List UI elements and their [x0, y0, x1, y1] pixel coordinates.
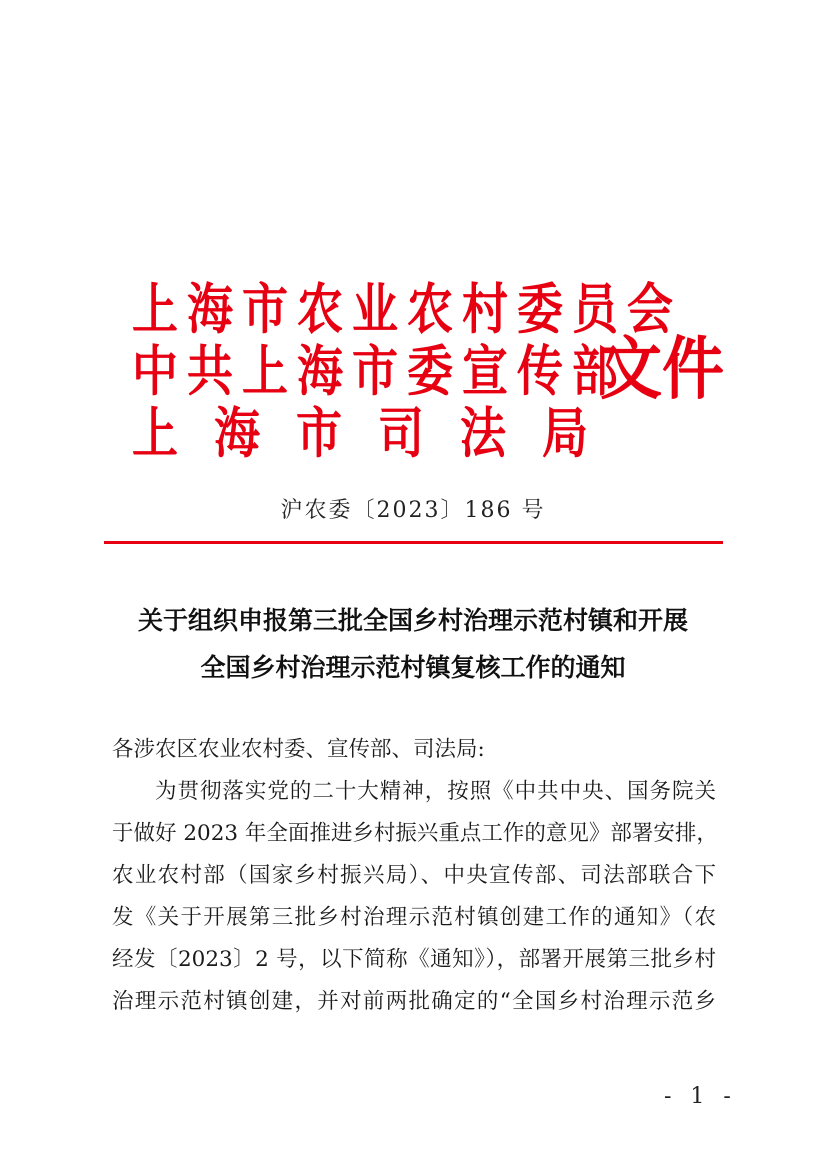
issuer-justice-char: 市 — [296, 401, 342, 465]
paragraph-line: 发《关于开展第三批乡村治理示范村镇创建工作的通知》（农 — [112, 905, 716, 930]
document-suffix: 文件 — [600, 328, 725, 410]
issuer-justice-char: 法 — [460, 401, 506, 465]
issuer-justice-char: 海 — [214, 401, 260, 465]
document-number: 沪农委〔2023〕186 号 — [280, 498, 546, 523]
paragraph-line: 为贯彻落实党的二十大精神，按照《中共中央、国务院关 — [155, 779, 716, 804]
issuer-agriculture-committee: 上海市农业农村委员会 — [132, 277, 682, 341]
red-divider — [104, 541, 723, 544]
issuer-justice-char: 司 — [378, 401, 424, 465]
issuer-propaganda-department: 中共上海市委宣传部 — [132, 339, 627, 403]
issuer-justice-bureau — [132, 400, 624, 466]
paragraph-line: 于做好 2023 年全面推进乡村振兴重点工作的意见》部署安排， — [112, 821, 718, 846]
paragraph-line: 治理示范村镇创建，并对前两批确定的“全国乡村治理示范乡 — [112, 989, 716, 1014]
paragraph-line: 经发〔2023〕2 号，以下简称《通知》），部署开展第三批乡村 — [112, 947, 716, 972]
salutation: 各涉农区农业农村委、宣传部、司法局: — [112, 737, 485, 762]
document-title-line-2: 全国乡村治理示范村镇复核工作的通知 — [200, 653, 626, 682]
issuer-justice-char: 局 — [542, 401, 588, 465]
issuer-justice-char: 上 — [132, 401, 178, 465]
page-number: - 1 - — [664, 1084, 737, 1109]
paragraph-line: 农业农村部（国家乡村振兴局）、中央宣传部、司法部联合下 — [112, 863, 716, 888]
document-title-line-1: 关于组织申报第三批全国乡村治理示范村镇和开展 — [137, 606, 688, 635]
